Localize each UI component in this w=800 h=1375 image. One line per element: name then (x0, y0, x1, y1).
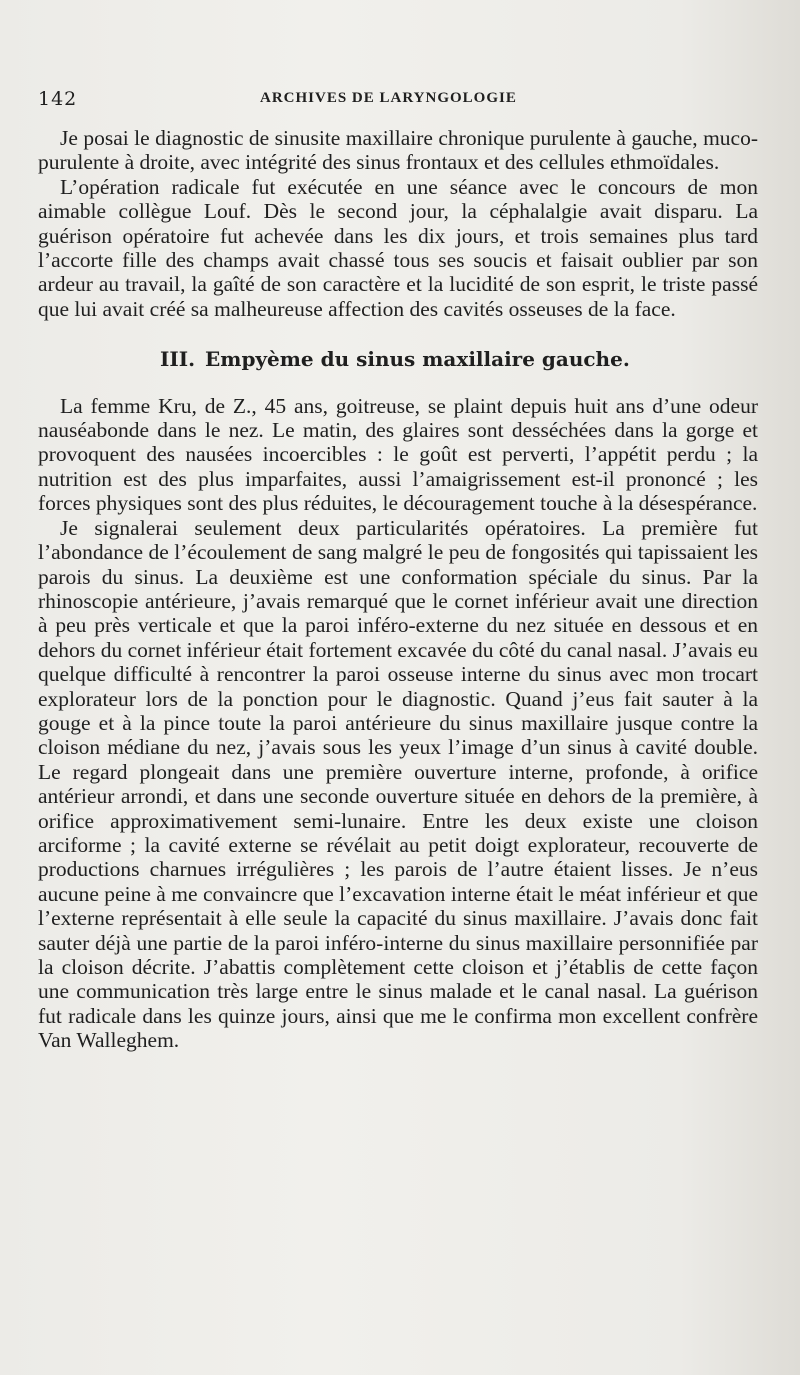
paragraph-particularities: Je signalerai seulement deux particularités opératoires. La première fut l’abondance de l’écoulement de sang malgré le peu de fongosités qui tapissaient les parois du sinus. La deuxième est une conformation spéciale du sinus. Par la rhinoscopie antérieure, j’avais remarqué que le cornet inférieur avait une direction à peu près verticale et que la paroi inféro-externe du nez située en dessous et en dehors du cornet inférieur était fortement excavée du côté du canal nasal. J’avais eu quelque difficulté à rencontrer la paroi osseuse interne du sinus avec mon trocart explorateur lors de la ponction pour le diagnostic. Quand j’eus fait sauter à la gouge et à la pince toute la paroi antérieure du sinus maxillaire jusque contre la cloison médiane du nez, j’avais sous les yeux l’image d’un sinus à cavité double. Le regard plongeait dans une première ouverture interne, profonde, à orifice antérieur arrondi, et dans une seconde ouverture située en dehors de la première, à orifice approximativement semi-lunaire. Entre les deux existe une cloison arciforme ; la cavité externe se révélait au petit doigt explorateur, recouverte de productions charnues irrégulières ; les parois de l’autre étaient lisses. Je n’eus aucune peine à me convaincre que l’excavation interne était le méat inférieur et que l’externe représentait à elle seule la capacité du sinus maxillaire. J’avais donc fait sauter déjà une partie de la paroi inféro-interne du sinus maxillaire personnifiée par la cloison décrite. J’abattis complètement cette cloison et j’établis de cette façon une communication très large entre le sinus malade et le canal nasal. La guérison fut radicale dans les quinze jours, ainsi que me le confirma mon excellent confrère Van Walleghem. (38, 515, 758, 1053)
section-title: Empyème du sinus maxillaire gauche. (205, 347, 630, 372)
section-heading (138, 347, 758, 371)
paragraph-case: La femme Kru, de Z., 45 ans, goitreuse, se plaint depuis huit ans d’une odeur nauséabonde dans le nez. Le matin, des glaires sont desséchées dans la gorge et provoquent des nausées incoercibles : le goût est perverti, l’appétit perdu ; la nutrition est des plus imparfaites, aussi l’amaigrissement est-il prononcé ; les forces physiques sont des plus réduites, le découragement touche à la désespérance. (38, 393, 758, 516)
section-number: III. (160, 347, 196, 372)
page-number: 142 (38, 88, 78, 110)
running-title: ARCHIVES DE LARYNGOLOGIE (260, 90, 517, 106)
article-body (38, 126, 758, 1053)
page-header (38, 88, 758, 118)
paragraph-diagnosis: Je posai le diagnostic de sinusite maxillaire chronique purulente à gauche, muco-purulente à droite, avec intégrité des sinus frontaux et des cellules ethmoïdales. (38, 126, 758, 175)
paragraph-operation: L’opération radicale fut exécutée en une séance avec le concours de mon aimable collègue Louf. Dès le second jour, la céphalalgie avait disparu. La guérison opératoire fut achevée dans les dix jours, et trois semaines plus tard l’accorte fille des champs avait chassé tous ses soucis et faisait oublier par son ardeur au travail, la gaîté de son caractère et la lucidité de son esprit, le triste passé que lui avait créé sa malheureuse affection des cavités osseuses de la face. (38, 174, 758, 321)
